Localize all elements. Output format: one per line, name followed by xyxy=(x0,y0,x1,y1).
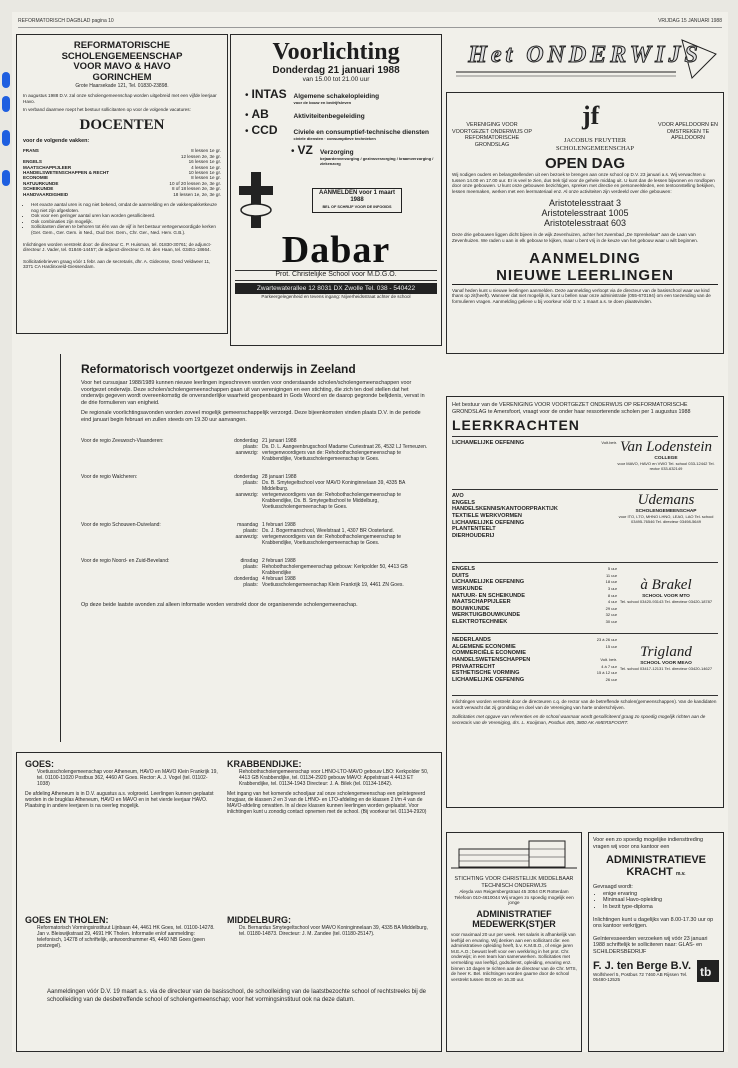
vacancy-subject: ELEKTROTECHNIEK xyxy=(452,618,508,625)
vacancy-subject: LICHAMELIJKE OEFENING xyxy=(452,519,525,526)
ad-zeeland-schools xyxy=(16,752,442,1052)
running-header xyxy=(18,18,722,28)
school-name: Van Lodenstein xyxy=(619,439,713,456)
program-ab xyxy=(245,107,437,121)
vacancy-subject: ALGEMENE ECONOMIE xyxy=(452,643,516,650)
program-sub: civiele diensten · consumptieve technieken xyxy=(293,136,376,141)
program-name: Aktiviteitenbegeleiding xyxy=(293,113,365,120)
ad-mts xyxy=(446,832,582,1052)
region-row xyxy=(216,534,432,546)
vacancy-subject: NEDERLANDS xyxy=(452,637,491,644)
ad-ten-berge xyxy=(588,832,724,1052)
region-details xyxy=(216,474,432,510)
school-info: voor ITO, LTO, MHNO LHNO, LEAO, LAO Tel. school 03495-76546 Tel. directeur 03498-5649 xyxy=(618,514,714,525)
school-city: MIDDELBURG: xyxy=(227,915,291,925)
program-code: VZ xyxy=(297,143,313,157)
vacancy-line xyxy=(452,612,617,619)
opendag-school xyxy=(547,98,643,153)
gorinchem-intro-2: In verband daarmee roept het bestuur sollicitanten op voor de volgende vacatures: xyxy=(23,107,191,113)
vacancy-subject: DUITS xyxy=(452,572,469,579)
address-line: Aristotelesstraat 3 xyxy=(548,198,622,209)
region-zeeuwsch-vlaanderen xyxy=(81,438,432,462)
gorinchem-subheading: voor de volgende vakken: xyxy=(23,137,90,144)
program-vz xyxy=(291,143,437,166)
vacancy-hours: 30 uur xyxy=(605,618,617,624)
opendag-header xyxy=(452,98,718,153)
row-value: Voetiusscholengemeenschap Klein Frankrijk 19, 4461 ZN Goes. xyxy=(262,581,404,588)
address-line: Aristotelesstraat 1005 xyxy=(541,208,629,219)
subject-hours: 8 lessen 1e gr. xyxy=(191,148,221,154)
list-item: • Minimaal Havo-opleiding xyxy=(603,897,719,904)
gorinchem-address: Grote Haarsekade 121, Tel. 01830-23898. xyxy=(75,83,169,89)
subject-name: MAATSCHAPPIJLEER xyxy=(23,164,72,170)
zeeland-title: Reformatorisch voortgezet onderwijs in Zeeland xyxy=(81,362,356,376)
group-trigland xyxy=(452,633,718,689)
school-logo xyxy=(616,492,716,524)
region-label: Voor de regio Zeeuwsch-Vlaanderen: xyxy=(81,437,164,444)
school-extra: De afdeling Atheneum is in D.V. augustus a.s. volgroeid. Leerlingen kunnen geplaatst worden in de brugklas Atheneum, HAVO en MAVO en in het vierde leerjaar HAVO. Plaatsing in andere leerjaren is na overleg mogelijk. xyxy=(25,791,214,809)
region-details xyxy=(216,438,432,462)
program-code: CCD xyxy=(251,123,278,137)
school-logo xyxy=(616,644,716,671)
vacancy-subject: PLANTENTEELT xyxy=(452,526,496,533)
tenberge-heading-2: KRACHT xyxy=(626,866,673,879)
gorinchem-notes xyxy=(31,202,221,236)
school-text: Voetiusscholengemeenschap voor Atheneum, HAVO en MAVO Klein Frankrijk 19, tel. 01100-11020 Postbus 362, 4460 AT Goes. Rector: A. J. Vogel (tel. 01102-1038) xyxy=(37,769,218,787)
program-sub: bejaardenverzorging / gezinsverzorging / kraamverzorging / ziekenzorg xyxy=(320,156,434,166)
vacancy-hours: 11 uur xyxy=(605,572,617,578)
gorinchem-title-3: VOOR MAVO & HAVO xyxy=(73,61,171,72)
vacancy-line xyxy=(452,500,617,507)
vacancy-hours: 32 uur xyxy=(605,612,617,618)
school-subtitle: SCHOLENGEMEENSCHAP xyxy=(635,509,697,515)
vacancy-hours: 29 uur xyxy=(605,605,617,611)
dabar-emblem-row xyxy=(235,170,437,230)
opendag-text: Wij nodigen ouders en belangstellenden uit een bezoek te brengen aan onze school op D.V. 23 januari a.s. Wij verwachten u tussen 14.00 en 17.00 uur. Er is veel te zien, dus trek tijd voor de gehele middag uit. U kunt dan de lessen bijwonen en rondlopen door onze gebouwen. U kunt onze gebouwen bezichtigen, spreken met directie en personeelsleden, een tentoonstelling bekijken, lessen meemaken, werken met een leermateriaal enz. Al onze activiteiten zijn verdeeld over drie gebouwen: xyxy=(452,172,715,194)
vacancy-hours: 8 uur xyxy=(607,592,617,598)
subject-name: HANDVAARDIGHEID xyxy=(23,191,69,197)
subject-hours: 8 lessen 1e gr. xyxy=(191,175,221,181)
subject-hours: 18 lessen 1e, 2e, 3e gr. xyxy=(173,191,221,197)
jf-logo-icon xyxy=(580,98,610,132)
list-item: • In bezit type-diploma xyxy=(603,904,719,911)
tenberge-heading xyxy=(593,854,719,880)
page-marker xyxy=(2,130,10,146)
vacancy-line xyxy=(452,650,617,657)
vacancy-subject: HANDELSWETENSCHAPPEN xyxy=(452,656,531,663)
school-text: Reformatorisch Vormingsinstituut Lijnbaan 44, 4461 HK Goes, tel. 01100-14278. Jan v. Bleiswijkstraat 29, 4691 HK Tholen. Informatie en/of aanmelding: telefonisch, 14278 of schriftelijk, antwoordnummer 45, 4460 NB Goes (geen postzegel). xyxy=(37,925,215,949)
aanmelden-badge xyxy=(312,188,402,213)
vacancy-hours: 18 uur xyxy=(605,579,617,585)
region-row xyxy=(216,492,432,510)
vacancy-line xyxy=(452,657,617,664)
address-line: Aristotelesstraat 603 xyxy=(543,218,627,229)
subject-hours: 16 lessen 1e gr. xyxy=(188,159,221,165)
vacancy-line xyxy=(452,506,617,513)
school-extra: Met ingang van het komende schooljaar zal onze scholengemeenschap een geïntegreerd brugjaar, de klassen 2 en 3 van de LHNO- en LTO-afdeling en de klassen 2 t/m 4 van de MAVO-afdeling omvatten. In al deze klassen kunnen leerlingen worden geplaatst. Voor inlichtingen kunt u zonodig contact opnemen met de school. (Bij voorkeur tel. 01134-2920) xyxy=(227,791,427,815)
row-key: aanwezig: xyxy=(235,533,258,540)
school-middelburg xyxy=(227,915,432,937)
zeeland-intro: Voor het cursusjaar 1988/1989 kunnen nieuwe leerlingen ingeschreven worden voor onderstaande scholen/scholengemeenschappen voor voortgezet onderwijs. Deze scholen/scholengemeenschappen gaan uit van verenigingen en een stichting, die zich ten doel stellen dat het onderwijs gegeven wordt overeenkomstig de onveranderlijke waarheid geopenbaard in Gods Woord en de daarop gegronde belijdenis, vervat in de drie formulieren van enigheid. xyxy=(81,380,425,406)
subject-hours: 10 of 20 lessen 2e, 3e gr. xyxy=(169,180,221,186)
program-code: INTAS xyxy=(251,87,287,101)
school-info: Tel. school 03417-12131 Tel. directeur 03420-14627 xyxy=(619,666,713,672)
ad-zeeland xyxy=(60,354,440,742)
bullet-icon: • xyxy=(291,146,295,157)
aanmelding-heading-1: AANMELDING xyxy=(529,249,641,267)
gorinchem-title-4: GORINCHEM xyxy=(92,71,152,83)
vacancy-subject: HANDELSKENNIS/KANTOORPRAKTIJK xyxy=(452,506,558,513)
region-row xyxy=(216,582,432,588)
vacancy-subject: WERKTUIGBOUWKUNDE xyxy=(452,612,521,619)
tenberge-req-title: Gevraagd wordt: xyxy=(593,884,633,891)
svg-text:tb: tb xyxy=(700,965,712,980)
region-label: Voor de regio Noord- en Zuid-Beveland: xyxy=(81,557,170,564)
region-beveland xyxy=(81,558,432,588)
mts-text: voor maximaal 20 uur per week. Het salaris is afhankelijk van leeftijd en ervaring. Wij denken aan een sollicitant die: een administratieve opleiding heeft, b.v. K.M.B.O., of enige jaren M.E.A.O.; bewust leeft voor een werkkring in het prot. Chr. onderwijs; in een team kan samenwerken. Sollicitaties met vermelding van leeftijd, godsdienst, opleiding, ervaring enz. binnen 10 dagen te richten aan de directeur van de Chr. MTS, de heer K. Bel. Inlichtingen worden gaarne door de school verstrekt tussen 08.00 en 16.30 uur. xyxy=(451,931,577,982)
row-value: vertegenwoordigers van de: Rehobothscholengemeenschap te Krabbendijke, Voetiusscholengemeenschap te Goes. xyxy=(262,533,401,546)
program-label: Civiele en consumptief-technische diensten xyxy=(293,129,429,136)
vacancy-line xyxy=(452,593,617,600)
program-name xyxy=(294,93,380,105)
row-value: 21 januari 1988 xyxy=(262,437,297,444)
banner-text: Het ONDERWIJS xyxy=(468,42,702,68)
opendag-addresses xyxy=(452,198,718,228)
list-item: • Sollicitanten dienen te behoren tot één van de vijf in het bestuur vertegenwoordigde kerken (Ger. Gem., Ger. Gem. in Ned., Oud Ger. Gem., Chr. Ger., Ned. Herv. G.B.). xyxy=(31,224,221,235)
row-value: Ds. D. L. Aangeenbrugschool Madame Curiestraat 26, 4532 LJ Terneuzen. xyxy=(262,443,428,450)
school-subtitle: COLLEGE xyxy=(654,456,678,462)
subject-name: SCHEIKUNDE xyxy=(23,186,54,192)
page-marker xyxy=(2,170,10,186)
leerkrachten-intro: Het bestuur van de VERENIGING VOOR VOORTGEZET ONDERWIJS OP REFORMATORISCHE GRONDSLAG te Amersfoort, vraagt voor de onder haar ressorterende scholen per 1 augustus 1988 xyxy=(452,402,691,415)
subject-hours: 12 lessen 2e, 3e gr. xyxy=(180,153,221,159)
dabar-address: Zwartewaterallee 12 8031 DX Zwolle Tel. 038 - 540422 xyxy=(235,283,437,294)
aanmelden-text: AANMELDEN voor 1 maart 1988 xyxy=(318,189,395,203)
row-key: aanwezig: xyxy=(235,449,258,456)
vacancy-hours: 5 uur xyxy=(607,566,617,572)
onderwijs-banner xyxy=(446,34,724,86)
dabar-time: van 15.00 tot 21.00 uur xyxy=(302,76,370,83)
school-info: voor MAVO, HAVO en VWO Tel. school 033-12442 Tel. rector 033-632149 xyxy=(617,461,715,472)
region-details xyxy=(216,558,432,588)
vacancy-line xyxy=(452,586,617,593)
dabar-logo: Dabar xyxy=(281,229,391,271)
aanmelding-text: Vanaf heden kunt u nieuwe leerlingen aanmelden. Deze aanmelding verloopt via de directeur van de basisschool waar uw kind thans op zit(heeft). Wanneer dat niet mogelijk is, kunt u bellen naar onze administratie (055-670194) om een toezending van de formulieren vragen. Aanmelding gelieve u bij voorkeur vóór D.V. 1 maart a.s. te doen plaatsvinden. xyxy=(452,287,711,304)
row-value: Ds. J. Bogermanschool, Weelstraat 1, 4307 BR Oosterland. xyxy=(262,527,394,534)
school-name: Trigland xyxy=(640,644,692,661)
tenberge-company: F. J. ten Berge B.V. xyxy=(593,959,692,972)
row-key: plaats: xyxy=(243,581,258,588)
bullet-icon: • xyxy=(245,110,249,121)
row-key: plaats: xyxy=(243,563,258,570)
tenberge-address: Wolfsheerl 5, Postbus 72 7460 AB Rijssen Tel. 05480-12525 xyxy=(593,971,688,983)
school-krabbendijke xyxy=(227,759,432,815)
schools-footer: Aanmeldingen vóór D.V. 19 maart a.s. via de directeur van de basisschool, de schoolleiding van de laatstbezochte school of rechtstreeks bij de schoolleiding van de desbetreffende school of scholengemeenschap; voor het vormingsinstituut ook na deze datum. xyxy=(47,989,426,1003)
region-row xyxy=(216,480,432,492)
table-row xyxy=(23,192,221,197)
opendag-region: VOOR APELDOORN EN OMSTREKEN TE APELDOORN xyxy=(658,122,718,142)
program-code: AB xyxy=(251,107,269,121)
group-brakel xyxy=(452,562,718,630)
row-key: dinsdag xyxy=(240,557,258,564)
vacancy-subject: ENGELS xyxy=(452,566,476,573)
tenberge-heading-line-2 xyxy=(593,866,719,880)
vacancy-line xyxy=(452,677,617,684)
row-key: maandag xyxy=(237,521,258,528)
leerkrachten-heading: LEERKRACHTEN xyxy=(452,417,580,434)
group-udemans xyxy=(452,489,718,559)
school-subtitle: SCHOOL VOOR MTO xyxy=(642,594,690,600)
school-city: GOES EN THOLEN: xyxy=(25,915,109,925)
leerkrachten-footer xyxy=(452,695,718,725)
region-row xyxy=(216,450,432,462)
vacancy-subject: PRIVAATRECHT xyxy=(452,663,495,670)
vacancy-subject: COMMERCIËLE ECONOMIE xyxy=(452,650,526,657)
tenberge-mv: m.v. xyxy=(675,871,686,878)
vacancy-hours: 4 uur xyxy=(607,599,617,605)
gorinchem-heading: DOCENTEN xyxy=(79,116,165,133)
tenberge-signature xyxy=(593,960,719,983)
region-label: Voor de regio Schouwen-Duiveland: xyxy=(81,521,161,528)
mts-address: Aleyda van Reigersbergstraat 45 3054 GR Rotterdam Telefoon 010-4610044 Wij vragen zo spoedig mogelijk een jonge xyxy=(454,889,574,906)
vacancy-hours: 15 à 12 uur xyxy=(596,670,617,676)
list-item: • Ook combinaties zijn mogelijk. xyxy=(31,219,221,225)
row-key: plaats: xyxy=(243,479,258,486)
runhead-right: VRIJDAG 15 JANUARI 1988 xyxy=(658,18,722,24)
vacancy-subject: LICHAMELIJKE OEFENING xyxy=(452,579,525,586)
vacancy-hours: Volt.betr. xyxy=(601,440,617,446)
mts-org: STICHTING VOOR CHRISTELIJK MIDDELBAAR TECHNISCH ONDERWIJS xyxy=(454,876,574,889)
subject-hours: 10 lessen 1e gr. xyxy=(188,170,221,175)
gorinchem-apply: Sollicitatiebrieven graag vóór 1 febr. aan de secretaris, dhr. A. Gideonse, Gend Veldweer 11, 3371 CA Hardinxveld-Giessendam. xyxy=(23,258,211,270)
tenberge-intro: Voor een zo spoedig mogelijke indiensttreding vragen wij voor ons kantoor een xyxy=(593,837,703,850)
vacancy-subject: WISKUNDE xyxy=(452,585,483,592)
row-key: plaats: xyxy=(243,443,258,450)
program-label: Algemene schakelopleiding xyxy=(293,93,380,100)
row-value: 28 januari 1988 xyxy=(262,473,297,480)
runhead-left: REFORMATORISCH DAGBLAD pagina 10 xyxy=(18,18,114,24)
subject-name: HANDELSWETENSCHAPPEN & RECHT xyxy=(23,170,110,175)
opendag-org: VERENIGING VOOR VOORTGEZET ONDERWIJS OP REFORMATORISCHE GRONDSLAG xyxy=(452,122,532,148)
school-info: Tel. school 03420-93143 Tel. directeur 03420-18787 xyxy=(619,599,713,605)
aanmelden-sub: BEL OF SCHRIJF VOOR DE INFOGIDS xyxy=(322,204,392,209)
vacancy-hours: 23 à 26 uur xyxy=(596,637,617,643)
row-key: donderdag xyxy=(234,575,258,582)
region-label: Voor de regio Walcheren: xyxy=(81,473,138,480)
vacancy-line xyxy=(452,533,617,540)
row-key: donderdag xyxy=(234,437,258,444)
vacancy-line xyxy=(452,520,617,527)
dabar-subtitle: Prot. Christelijke School voor M.D.G.O. xyxy=(235,270,437,281)
vacancy-subject: BOUWKUNDE xyxy=(452,605,490,612)
row-value: Rehobothscholengemeenschap gebouw: Kerkpolder 50, 4413 GB Krabbendijke xyxy=(262,563,408,576)
ad-gorinchem xyxy=(16,34,228,334)
tenberge-company-block xyxy=(593,960,697,983)
school-city: KRABBENDIJKE: xyxy=(227,759,302,769)
subject-name: ECONOMIE xyxy=(23,175,49,181)
list-item: • enige ervaring xyxy=(603,891,719,898)
row-value: 1 februari 1988 xyxy=(262,521,296,528)
vacancy-line xyxy=(452,493,617,500)
vacancy-line xyxy=(452,606,617,613)
school-logo xyxy=(616,439,716,471)
subject-name: NATUURKUNDE xyxy=(23,180,59,186)
school-name: à Brakel xyxy=(640,577,692,594)
program-label: Verzorging xyxy=(320,149,354,156)
program-intas xyxy=(245,87,437,105)
aanmelding-heading-2: NIEUWE LEERLINGEN xyxy=(452,267,718,285)
vacancy-subject: MAATSCHAPPIJLEER xyxy=(452,599,511,606)
school-logo xyxy=(616,577,716,604)
subject-name: FRANS xyxy=(23,148,39,154)
gorinchem-info: Inlichtingen worden verstrekt door: de directeur C. P. Huisman, tel. 01830-30761; de adjunct-directeur J. Vader, tel. 01846-14457; de adjunct-directeur G. M. den Haan, tel. 03451-18664. xyxy=(23,241,212,253)
vacancy-line xyxy=(452,566,617,573)
vacancy-hours: 15 uur xyxy=(605,643,617,649)
cross-emblem-icon xyxy=(235,170,277,230)
vacancy-line xyxy=(452,664,617,671)
vacancy-subject: LICHAMELIJKE OEFENING xyxy=(452,676,525,683)
svg-text:jf: jf xyxy=(582,101,600,130)
subject-name: ENGELS xyxy=(23,159,42,165)
region-details xyxy=(216,522,432,546)
vacancy-line xyxy=(452,526,617,533)
zeeland-intro-2: De regionale voorlichtingsavonden worden zoveel mogelijk gemeenschappelijk verzorgd. Deze bijeenkomsten vinden plaats D.V. in de periode eind januari begin februari en zullen steeds om 19.30 uur aanvangen. xyxy=(81,410,421,423)
school-city: GOES: xyxy=(25,759,55,769)
tenberge-heading-1: ADMINISTRATIEVE xyxy=(605,854,707,867)
row-value: vertegenwoordigers van de: Rehobothscholengemeenschap te Krabbendijke, Ds. B. Smytegeltschool te Middelburg, Voetiusscholengemeenschap te Goes. xyxy=(262,491,401,510)
row-key: plaats: xyxy=(243,527,258,534)
opendag-note: Deze drie gebouwen liggen dicht bijeen in de wijk Zevenhuizen, achter het zwembad „De Sprenkelaar” aan de Laan van Zevenhuizen. We raden u aan in elk gebouw te kijken, maar u bent vrij in de keuze van het gebouw waar u wilt beginnen. xyxy=(452,232,699,243)
row-value: 4 februari 1988 xyxy=(262,575,296,582)
gorinchem-title-1: REFORMATORISCHE xyxy=(73,40,171,51)
tenberge-note: Geïnteresseerden verzoeken wij vóór 23 januari 1988 schriftelijk te solliciteren naar: GLAS- en SCHILDERSBEDRIJF xyxy=(593,935,708,955)
tenberge-reqs xyxy=(603,891,719,911)
vacancy-subject: NATUUR- EN SCHEIKUNDE xyxy=(452,592,525,599)
dabar-footer: Parkeergelegenheid en tevens ingang: Nijverheidsstraat achter de school xyxy=(261,293,411,299)
program-name xyxy=(320,149,437,166)
vacancy-line xyxy=(452,513,617,520)
tenberge-contact: Inlichtingen kunt u dagelijks van 8.00-17.30 uur op ons kantoor verkrijgen. xyxy=(593,916,714,930)
region-walcheren xyxy=(81,474,432,510)
gorinchem-intro-1: In augustus 1988 D.V. zal onze scholengemeenschap worden uitgebreid met een vijfde leerjaar Havo. xyxy=(23,93,217,104)
school-text: Rehobothscholengemeenschap voor LHNO-LTO-MAVO gebouw LBO: Kerkpolder 50, 4413 GB Krabbendijke, tel. 01134-2920 gebouw MAVO: Appelstraat 4 4413 ET Krabbendijke, tel. 01134-1943 Directeur: J. A. Bilek (tel. 01134-1842). xyxy=(239,769,429,787)
vacancy-line xyxy=(452,579,617,586)
school-subtitle: SCHOOL VOOR MEAO xyxy=(640,661,692,667)
building-illustration-icon xyxy=(451,837,577,871)
tb-logo-icon xyxy=(697,960,719,982)
vacancy-subject: TEXTIELE WERKVORMEN xyxy=(452,512,522,519)
opendag-school-name: JACOBUS FRUYTIER SCHOLENGEMEENSCHAP xyxy=(555,137,634,152)
vacancy-hours: 26 uur xyxy=(605,676,617,682)
list-item: • Het exacte aantal uren is nog niet bekend, omdat de aanmelding en de vakkenpakketkeuze nog niet zijn afgesloten. xyxy=(31,202,221,213)
vacancy-hours: Volt. betr. xyxy=(600,656,617,662)
vacancy-line xyxy=(452,637,617,644)
ad-dabar xyxy=(230,34,442,346)
vacancy-subject: AVO xyxy=(452,493,464,500)
vacancy-subject: ESTHETISCHE VORMING xyxy=(452,670,520,677)
subject-hours: 8 of 18 lessen 2e, 3e gr. xyxy=(171,186,221,192)
newspaper-page xyxy=(12,12,728,1052)
vacancy-hours: 3 uur xyxy=(607,585,617,591)
vacancy-line xyxy=(452,573,617,580)
school-name: Udemans xyxy=(637,492,695,509)
vacancy-line xyxy=(452,599,617,606)
school-text: Ds. Bernardus Smytegeltschool voor MAVO Koninginnelaan 39, 4335 BA Middelburg, tel. 01180-14873. Directeur: J. M. Zandee (tel. 01180-25147). xyxy=(239,925,428,937)
ad-leerkrachten xyxy=(446,396,724,808)
program-name xyxy=(294,129,429,141)
leerkrachten-info: Inlichtingen worden verstrekt door de directeuren c.q. de rector van de betreffende scholen(gemeenschappen). Van de kandidaten wordt verwacht dat zij grondslag en doel van de Vereniging van harte onderschrijven. xyxy=(452,699,717,710)
school-goes-tholen xyxy=(25,915,220,949)
row-value: 2 februari 1988 xyxy=(262,557,296,564)
school-goes xyxy=(25,759,220,809)
row-value: Ds. B. Smytegeltschool voor MAVO Koninginnelaan 39, 4335 BA Middelburg. xyxy=(262,479,406,492)
program-ccd xyxy=(245,123,437,141)
gorinchem-title-2: SCHOLENGEMEENSCHAP xyxy=(61,50,183,62)
leerkrachten-apply: Sollicitaties met opgave van referenties en de school waarnaar wordt gesolliciteerd graag zo spoedig mogelijk richten aan de secretaris van de Vereniging, drs. L. Kooijman, Postbus 405, 3800 AK AMERSFOORT. xyxy=(452,714,706,725)
row-key: aanwezig: xyxy=(235,491,258,498)
zeeland-footer: Op deze beide laatste avonden zal alleen informatie worden verstrekt door de organiserende scholengemeenschap. xyxy=(81,601,358,608)
bullet-icon: • xyxy=(245,90,249,101)
subject-hours: 4 lessen 1e gr. xyxy=(191,164,221,170)
vacancy-line xyxy=(452,440,617,447)
vacancy-hours: 4 à 7 uur xyxy=(601,663,617,669)
page-marker xyxy=(2,72,10,88)
region-row xyxy=(216,564,432,576)
vacancy-subject: LICHAMELIJKE OEFENING xyxy=(452,440,525,447)
subjects-table xyxy=(23,148,221,197)
dabar-title: Voorlichting xyxy=(272,39,400,65)
mts-heading: ADMINISTRATIEF MEDEWERK(ST)ER xyxy=(472,908,556,929)
group-lodenstein xyxy=(452,436,718,486)
page-marker xyxy=(2,96,10,112)
program-sub: voor de bouw en bedrijfsleven xyxy=(293,100,352,105)
region-schouwen-duiveland xyxy=(81,522,432,546)
list-item: • Ook voor een geringer aantal uren kan worden gesolliciteerd. xyxy=(31,213,221,219)
dabar-date: Donderdag 21 januari 1988 xyxy=(272,65,400,76)
row-key: donderdag xyxy=(234,473,258,480)
vacancy-line xyxy=(452,619,617,626)
vacancy-subject: DIERHOUDERIJ xyxy=(452,532,495,539)
opendag-heading: OPEN DAG xyxy=(544,155,625,172)
vacancy-line xyxy=(452,670,617,677)
ad-open-dag xyxy=(446,92,724,354)
bullet-icon: • xyxy=(245,126,249,137)
vacancy-subject: ENGELS xyxy=(452,499,476,506)
row-value: vertegenwoordigers van de: Rehobothscholengemeenschap te Krabbendijke, Voetiusscholengemeenschap te Goes. xyxy=(262,449,401,462)
